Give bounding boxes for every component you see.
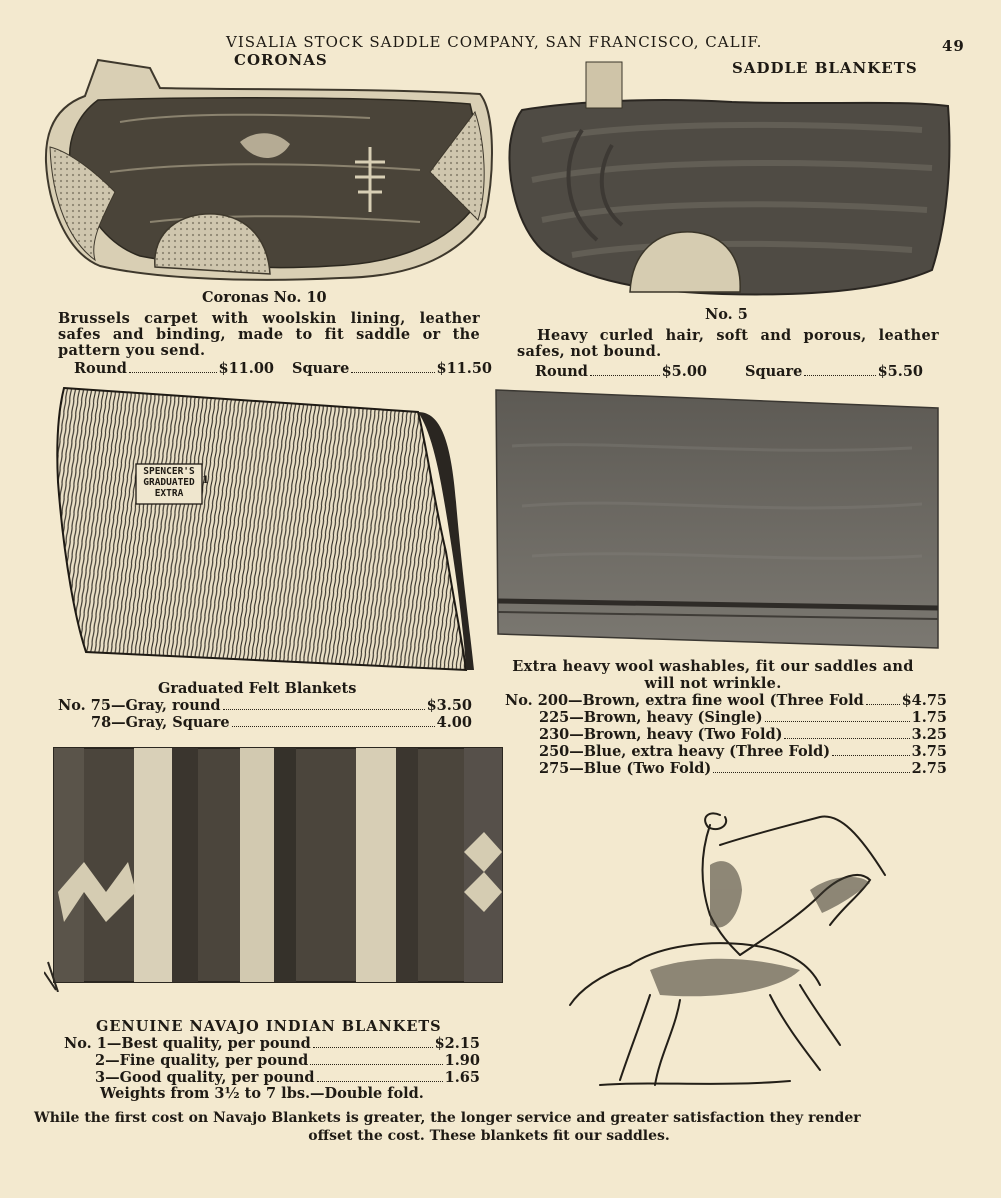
coronas-description: Brussels carpet with woolskin lining, leather safes and binding, made to fit saddle or the pattern you send. bbox=[58, 310, 480, 359]
navajo-item-3: 3—Good quality, per pound 1.65 bbox=[95, 1069, 480, 1086]
wool-description-2: will not wrinkle. bbox=[644, 675, 782, 692]
horse-rider-sketch bbox=[560, 795, 890, 1100]
felt-label-line-1: SPENCER'S bbox=[143, 466, 195, 477]
navajo-weights: Weights from 3½ to 7 lbs.—Double fold. bbox=[100, 1085, 424, 1102]
no5-price-round: Round $5.00 bbox=[535, 363, 707, 380]
wool-items bbox=[505, 692, 947, 777]
coronas-prices bbox=[74, 360, 492, 377]
navajo-title: GENUINE NAVAJO INDIAN BLANKETS bbox=[96, 1018, 442, 1035]
felt-label-line-3: EXTRA bbox=[154, 488, 184, 499]
wool-blanket-image bbox=[492, 386, 942, 652]
page-number: 49 bbox=[942, 37, 965, 55]
wool-item-225: 225—Brown, heavy (Single) 1.75 bbox=[539, 709, 947, 726]
coronas-price-round: Round $11.00 bbox=[74, 360, 274, 377]
felt-items bbox=[58, 697, 472, 731]
wool-item-250: 250—Blue, extra heavy (Three Fold) 3.75 bbox=[539, 743, 947, 760]
felt-item-75: No. 75—Gray, round $3.50 bbox=[58, 697, 472, 714]
coronas-price-square: Square $11.50 bbox=[292, 360, 492, 377]
wool-description-1: Extra heavy wool washables, fit our saddles and bbox=[512, 658, 914, 675]
no5-prices bbox=[535, 363, 923, 380]
felt-title: Graduated Felt Blankets bbox=[158, 680, 357, 697]
company-header: VISALIA STOCK SADDLE COMPANY, SAN FRANCISCO, CALIF. bbox=[226, 33, 763, 51]
section-title-saddle-blankets: SADDLE BLANKETS bbox=[732, 59, 918, 77]
navajo-item-2: 2—Fine quality, per pound 1.90 bbox=[95, 1052, 480, 1069]
wool-item-230: 230—Brown, heavy (Two Fold) 3.25 bbox=[539, 726, 947, 743]
no5-description: Heavy curled hair, soft and porous, leather safes, not bound. bbox=[517, 327, 939, 360]
felt-label-number: 1 bbox=[202, 475, 209, 486]
navajo-blanket-image bbox=[44, 742, 506, 992]
navajo-footer-line-2: offset the cost. These blankets fit our saddles. bbox=[308, 1128, 670, 1144]
felt-item-78: 78—Gray, Square 4.00 bbox=[91, 714, 472, 731]
section-title-coronas: CORONAS bbox=[234, 51, 328, 69]
coronas-title: Coronas No. 10 bbox=[202, 289, 327, 306]
felt-label-text bbox=[139, 466, 199, 499]
navajo-items bbox=[64, 1035, 480, 1086]
wool-item-200: No. 200—Brown, extra fine wool (Three Fold $4.75 bbox=[505, 692, 947, 709]
no5-title: No. 5 bbox=[705, 306, 748, 323]
wool-item-275: 275—Blue (Two Fold) 2.75 bbox=[539, 760, 947, 777]
felt-blanket-image bbox=[46, 382, 478, 674]
coronas-blanket-image bbox=[40, 52, 500, 288]
no5-price-square: Square $5.50 bbox=[745, 363, 923, 380]
navajo-item-1: No. 1—Best quality, per pound $2.15 bbox=[64, 1035, 480, 1052]
felt-label-line-2: GRADUATED bbox=[143, 477, 195, 488]
no5-blanket-image bbox=[502, 60, 952, 300]
navajo-footer-line-1: While the first cost on Navajo Blankets is greater, the longer service and greater satisfaction they render bbox=[34, 1110, 861, 1126]
